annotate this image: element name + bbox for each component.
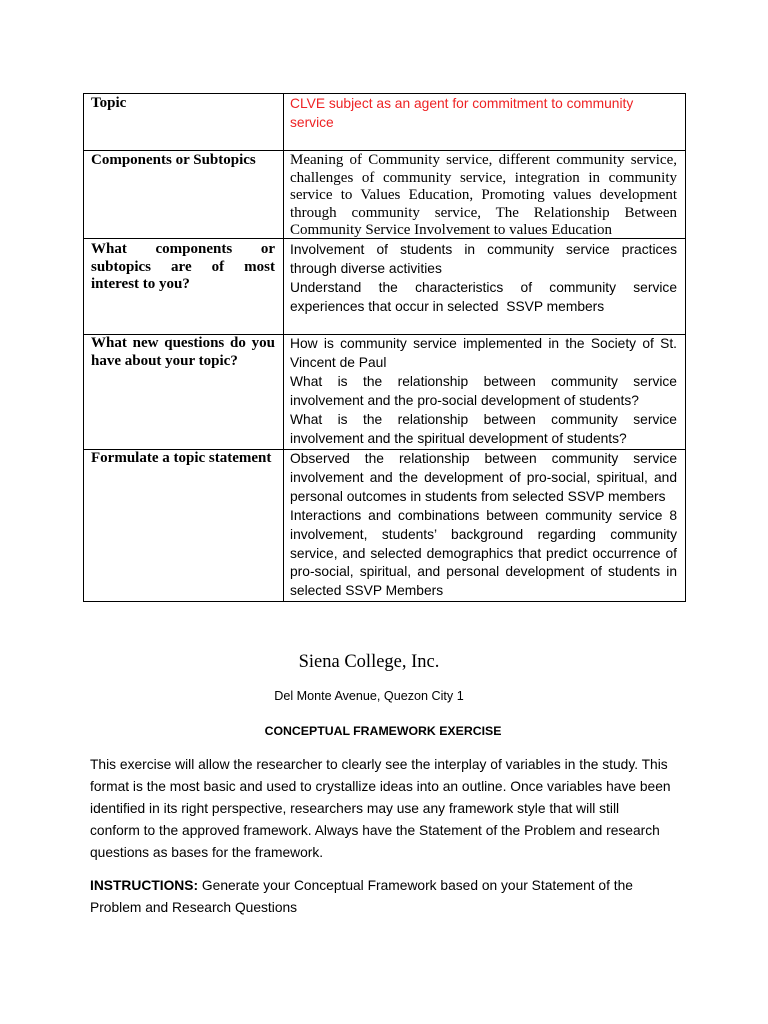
- text-line: pro-social, spiritual, and personal development of students in: [290, 564, 677, 580]
- row-content: [284, 450, 685, 601]
- exercise-title: CONCEPTUAL FRAMEWORK EXERCISE: [264, 724, 502, 738]
- intro-line: identified in its right perspective, researchers may use any framework style that will still: [90, 801, 620, 816]
- instructions-text: Problem and Research Questions: [90, 900, 298, 915]
- instructions-line: [90, 875, 700, 897]
- topic-planning-table: [83, 93, 686, 602]
- row-topic: [84, 94, 685, 151]
- text-line: through diverse activities: [290, 260, 442, 276]
- label-line: Formulate a topic statement: [91, 450, 272, 466]
- text-line: service: [290, 114, 334, 130]
- label-line: Components or Subtopics: [91, 152, 256, 168]
- label-line: What components or: [91, 241, 275, 257]
- text-line: Community Service Involvement to values Education: [290, 222, 613, 239]
- text-line: Understand the characteristics of community service: [290, 279, 677, 295]
- text-line: How is community service implemented in the Society of St.: [290, 336, 677, 351]
- content-paragraph: [290, 279, 677, 317]
- text-line: service, and selected demographics that predict occurrence of: [290, 545, 677, 561]
- label-line: subtopics are of most: [91, 258, 275, 275]
- row-label: [84, 94, 284, 150]
- intro-line: conform to the approved framework. Always have the Statement of the Problem and research: [90, 823, 660, 838]
- row-label: [84, 151, 284, 238]
- content-paragraph: [290, 335, 677, 373]
- row-label: [84, 335, 284, 449]
- text-line: through community service, The Relationship Between: [290, 204, 677, 221]
- row-content: [284, 94, 685, 150]
- text-line: CLVE subject as an agent for commitment to community: [290, 96, 634, 111]
- text-line: personal outcomes in students from selected SSVP members: [290, 488, 666, 504]
- content-paragraph: [290, 450, 677, 507]
- text-line: What is the relationship between community service: [290, 373, 677, 389]
- row-label: [84, 239, 284, 334]
- text-line: What is the relationship between community service: [290, 411, 677, 427]
- label-line: Topic: [91, 95, 127, 111]
- label-line: have about your topic?: [91, 352, 238, 369]
- content-paragraph: [290, 241, 677, 279]
- text-line: experiences that occur in selected SSVP members: [290, 298, 605, 314]
- text-line: Interactions and combinations between community service 8: [290, 507, 677, 523]
- content-paragraph: [290, 95, 677, 133]
- intro-line: questions as bases for the framework.: [90, 845, 324, 860]
- row-content: [284, 335, 685, 449]
- instructions-text: Generate your Conceptual Framework based on your Statement of the: [201, 878, 633, 893]
- label-line: interest to you?: [91, 276, 190, 293]
- intro-line: This exercise will allow the researcher to clearly see the interplay of variables in the study. This: [90, 757, 668, 772]
- content-paragraph: [290, 507, 677, 602]
- row-topic-statement: [84, 450, 685, 601]
- text-line: Involvement of students in community service practices: [290, 242, 677, 257]
- text-line: Vincent de Paul: [290, 354, 387, 370]
- text-line: Observed the relationship between community service: [290, 451, 677, 466]
- label-line: What new questions do you: [91, 335, 275, 351]
- institution-address: Del Monte Avenue, Quezon City 1: [274, 689, 464, 703]
- instructions-label: INSTRUCTIONS:: [90, 878, 199, 893]
- text-line: involvement, students’ background regarding community: [290, 526, 677, 542]
- text-line: Meaning of Community service, different community service,: [290, 152, 677, 168]
- content-paragraph: [290, 152, 677, 240]
- intro-line: format is the most basic and used to crystallize ideas into an outline. Once variables have been: [90, 779, 671, 794]
- institution-name: Siena College, Inc.: [298, 652, 440, 672]
- row-interest: [84, 239, 685, 335]
- text-line: involvement and the spiritual development of students?: [290, 430, 627, 446]
- row-label: [84, 450, 284, 601]
- row-content: [284, 239, 685, 334]
- content-paragraph: [290, 411, 677, 449]
- text-line: selected SSVP Members: [290, 583, 444, 599]
- row-new-questions: [84, 335, 685, 450]
- text-line: challenges of community service, integration in community: [290, 169, 677, 186]
- row-components: [84, 151, 685, 239]
- text-line: involvement and the pro-social development of students?: [290, 392, 639, 408]
- row-content: [284, 151, 685, 238]
- text-line: service to Values Education, Promoting values development: [290, 187, 677, 204]
- instructions: [90, 875, 700, 919]
- intro-paragraph: [90, 754, 700, 864]
- content-paragraph: [290, 373, 677, 411]
- text-line: involvement and the development of pro-social, spiritual, and: [290, 469, 677, 485]
